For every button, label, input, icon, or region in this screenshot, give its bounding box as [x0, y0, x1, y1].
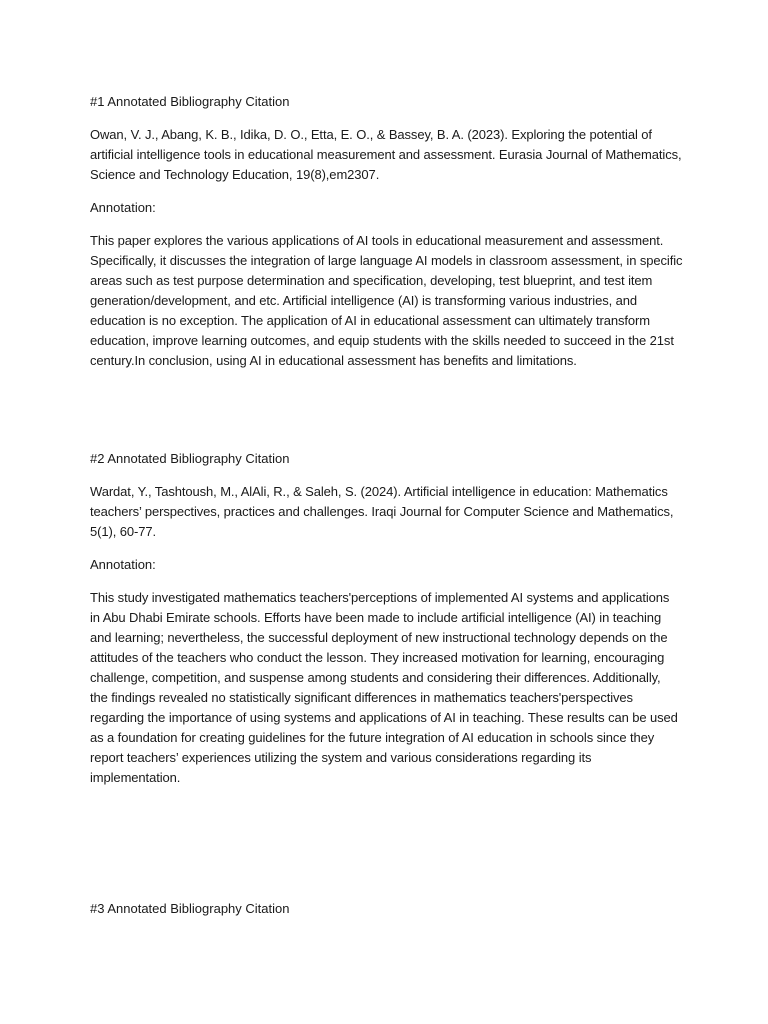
citation-line: Science and Technology Education, 19(8),em2307.	[90, 167, 380, 182]
entry-1-annotation	[90, 231, 683, 371]
annotation-line: the findings revealed no statistically significant differences in mathematics teachers'perspectives	[90, 690, 633, 705]
annotation-line: education, improve learning outcomes, and equip students with the skills needed to succeed in the 21st	[90, 333, 674, 348]
annotation-line: regarding the importance of using systems and applications of AI in teaching. These results can be used	[90, 710, 678, 725]
citation-line: 5(1), 60-77.	[90, 524, 157, 539]
annotation-line: education is no exception. The application of AI in educational assessment can ultimately transform	[90, 313, 651, 328]
entry-1-citation	[90, 125, 680, 185]
entry-2-heading: #2 Annotated Bibliography Citation	[90, 451, 290, 466]
entry-1-heading: #1 Annotated Bibliography Citation	[90, 94, 290, 109]
annotation-line: as a foundation for creating guidelines for the future integration of AI education in schools since they	[90, 730, 655, 745]
entry-2-annotation	[90, 588, 680, 788]
entry-1-annotation-label: Annotation:	[90, 200, 156, 215]
annotation-line: attitudes of the teachers who conduct the lesson. They increased motivation for learning, encouraging	[90, 650, 665, 665]
annotation-line: This paper explores the various applications of AI tools in educational measurement and assessment.	[90, 233, 664, 248]
annotation-line: and learning; nevertheless, the successful deployment of new instructional technology depends on the	[90, 630, 668, 645]
citation-line: Wardat, Y., Tashtoush, M., AlAli, R., & Saleh, S. (2024). Artificial intelligence in education: Mathematics	[90, 484, 668, 499]
entry-2-annotation-label: Annotation:	[90, 557, 156, 572]
annotation-line: generation/development, and etc. Artificial intelligence (AI) is transforming various industries, and	[90, 293, 638, 308]
citation-line: teachers’ perspectives, practices and challenges. Iraqi Journal for Computer Science and Mathematics,	[90, 504, 674, 519]
annotation-line: areas such as test purpose determination and specification, developing, test blueprint, and test item	[90, 273, 653, 288]
annotation-line: century.In conclusion, using AI in educational assessment has benefits and limitations.	[90, 353, 577, 368]
annotation-line: Specifically, it discusses the integration of large language AI models in classroom assessment, in specific	[90, 253, 683, 268]
annotation-line: in Abu Dhabi Emirate schools. Efforts have been made to include artificial intelligence (AI) in teaching	[90, 610, 662, 625]
citation-line: artificial intelligence tools in educational measurement and assessment. Eurasia Journal of Mathematics,	[90, 147, 682, 162]
annotation-line: This study investigated mathematics teachers'perceptions of implemented AI systems and applications	[90, 590, 670, 605]
entry-2-citation	[90, 482, 680, 542]
citation-line: Owan, V. J., Abang, K. B., Idika, D. O., Etta, E. O., & Bassey, B. A. (2023). Exploring the potential of	[90, 127, 652, 142]
annotation-line: challenge, competition, and suspense among students and considering their differences. Additionally,	[90, 670, 661, 685]
annotation-line: implementation.	[90, 770, 181, 785]
entry-3-heading: #3 Annotated Bibliography Citation	[90, 901, 290, 916]
annotation-line: report teachers’ experiences utilizing the system and various considerations regarding its	[90, 750, 592, 765]
